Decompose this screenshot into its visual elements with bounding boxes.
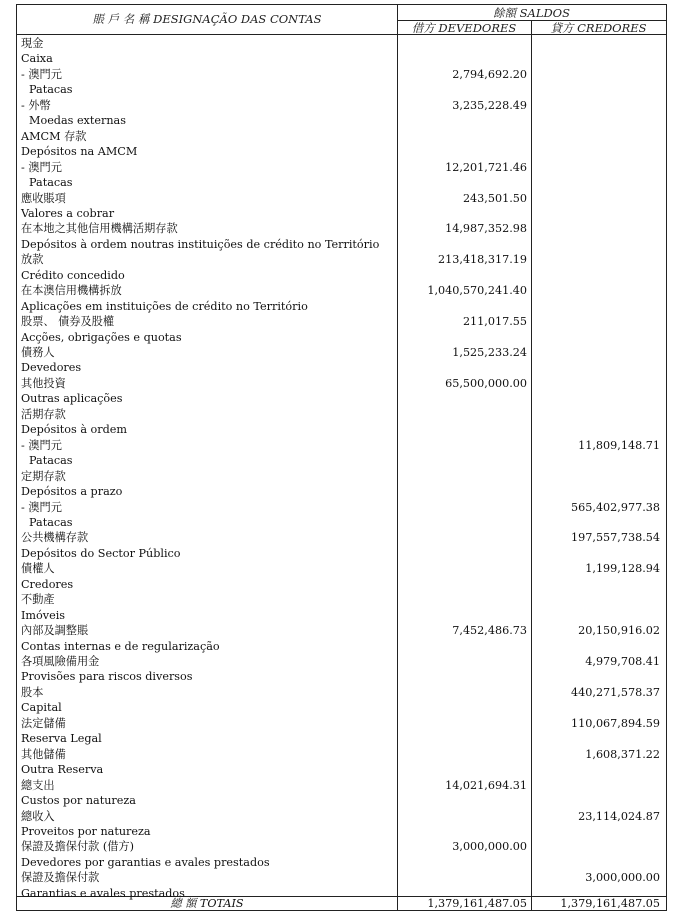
table-row: [17, 530, 666, 545]
table-row: [17, 484, 666, 499]
account-label: 在本澳信用機構拆放: [21, 284, 122, 298]
account-label: 在本地之其他信用機構活期存款: [21, 222, 178, 236]
credit-value: 20,150,916.02: [578, 624, 660, 638]
table-row: [17, 870, 666, 885]
table-row: [17, 175, 666, 190]
table-row: [17, 345, 666, 360]
account-label: - 澳門元: [21, 67, 62, 81]
totals-row: [17, 897, 666, 911]
table-row: [17, 623, 666, 638]
account-label: Caixa: [21, 52, 53, 66]
debit-value: 12,201,721.46: [445, 160, 527, 174]
table-row: [17, 592, 666, 607]
table-row: [17, 422, 666, 437]
account-label: 債權人: [21, 562, 55, 576]
account-label: Garantias e avales prestados: [21, 886, 185, 900]
account-label: Crédito concedido: [21, 268, 125, 282]
account-label: 不動產: [21, 593, 55, 607]
account-label: Acções, obrigações e quotas: [21, 330, 182, 344]
table-row: [17, 700, 666, 715]
totals-credit: 1,379,161,487.05: [560, 897, 660, 910]
account-label: - 外幣: [21, 98, 51, 112]
table-row: [17, 407, 666, 422]
balance-sheet-table: [16, 4, 667, 911]
account-label: Devedores: [21, 361, 82, 375]
table-row: [17, 855, 666, 870]
table-row: [17, 330, 666, 345]
account-label: 內部及調整賬: [21, 624, 89, 638]
credit-value: 1,199,128.94: [585, 562, 660, 576]
account-label: 公共機構存款: [21, 531, 89, 545]
debit-value: 7,452,486.73: [452, 624, 527, 638]
table-row: [17, 144, 666, 159]
account-label: Moedas externas: [29, 114, 126, 128]
debit-value: 3,235,228.49: [452, 98, 527, 112]
account-label: 現金: [21, 37, 44, 50]
table-row: [17, 268, 666, 283]
table-row: [17, 453, 666, 468]
table-row: [17, 762, 666, 777]
table-row: [17, 67, 666, 82]
table-row: [17, 793, 666, 808]
account-label: 活期存款: [21, 407, 66, 421]
table-row: [17, 500, 666, 515]
account-label: Outras aplicações: [21, 392, 123, 406]
account-label: Imóveis: [21, 608, 66, 622]
account-label: Credores: [21, 577, 74, 591]
table-row: [17, 639, 666, 654]
debit-value: 14,021,694.31: [445, 778, 527, 792]
debit-value: 211,017.55: [462, 315, 527, 329]
account-label: Contas internas e de regularização: [21, 639, 220, 653]
table-row: [17, 716, 666, 731]
table-row: [17, 654, 666, 669]
account-label: Provisões para riscos diversos: [21, 670, 193, 684]
table-row: [17, 160, 666, 175]
debit-value: 213,418,317.19: [438, 253, 527, 267]
table-row: [17, 206, 666, 221]
account-label: Reserva Legal: [21, 732, 102, 746]
table-row: [17, 299, 666, 314]
account-label: 債務人: [21, 346, 55, 359]
debit-value: 1,040,570,241.40: [427, 284, 527, 298]
account-label: Depósitos à ordem: [21, 423, 128, 437]
credit-value: 4,979,708.41: [585, 655, 660, 668]
credit-value: 11,809,148.71: [578, 438, 660, 452]
account-label: 各項風險備用金: [21, 655, 100, 668]
account-label: Custos por natureza: [21, 794, 136, 808]
account-label: Depósitos na AMCM: [21, 145, 138, 159]
account-label: 放款: [21, 253, 44, 267]
table-row: [17, 469, 666, 484]
account-label: Proveitos por natureza: [21, 824, 151, 838]
credit-column-header: 貸方 CREDORES: [550, 21, 647, 35]
account-label: Depósitos do Sector Público: [21, 546, 181, 560]
account-label: Depósitos a prazo: [21, 485, 123, 499]
debit-value: 243,501.50: [462, 191, 527, 205]
account-label: Aplicações em instituições de crédito no Território: [21, 299, 308, 313]
debit-value: 2,794,692.20: [452, 67, 527, 81]
table-row: [17, 747, 666, 762]
table-row: [17, 221, 666, 236]
saldos-header: 餘額 SALDOS: [492, 6, 570, 20]
debit-value: 1,525,233.24: [452, 346, 527, 359]
table-row: [17, 191, 666, 206]
table-row: [17, 82, 666, 97]
table-row: [17, 283, 666, 298]
account-label: 總收入: [21, 809, 55, 823]
debit-value: 65,500,000.00: [445, 376, 527, 390]
account-label: 股票、 債券及股權: [21, 315, 115, 329]
account-label: Outra Reserva: [21, 763, 104, 777]
account-label: - 澳門元: [21, 160, 62, 174]
credit-value: 23,114,024.87: [578, 809, 660, 823]
table-row: [17, 438, 666, 453]
totals-debit: 1,379,161,487.05: [427, 897, 527, 910]
account-label: - 澳門元: [21, 438, 62, 452]
account-label: Devedores por garantias e avales prestados: [21, 855, 270, 869]
debit-value: 14,987,352.98: [445, 222, 527, 236]
credit-value: 440,271,578.37: [571, 685, 660, 699]
account-label: Patacas: [29, 515, 73, 529]
debit-value: 3,000,000.00: [452, 840, 527, 854]
account-label: 總支出: [21, 778, 55, 792]
account-label: 法定儲備: [21, 716, 66, 730]
account-label: Patacas: [29, 83, 73, 97]
table-row: [17, 515, 666, 530]
account-label: Depósitos à ordem noutras instituições de crédito no Território: [21, 237, 380, 251]
totals-label: 總 額 TOTAIS: [170, 897, 244, 910]
account-label: 定期存款: [21, 469, 66, 483]
table-row: [17, 252, 666, 267]
credit-value: 3,000,000.00: [585, 871, 660, 885]
account-label: 其他投資: [21, 376, 66, 390]
credit-value: 110,067,894.59: [571, 716, 660, 730]
account-label: 股本: [21, 685, 44, 699]
table-row: [17, 546, 666, 561]
table-row: [17, 561, 666, 576]
credit-value: 1,608,371.22: [585, 747, 660, 761]
table-row: [17, 685, 666, 700]
account-label: - 澳門元: [21, 500, 62, 514]
credit-value: 197,557,738.54: [571, 531, 660, 545]
table-row: [17, 129, 666, 144]
table-row: [17, 360, 666, 375]
table-row: [17, 391, 666, 406]
account-label: Valores a cobrar: [21, 206, 115, 220]
table-row: [17, 809, 666, 824]
account-label: Patacas: [29, 454, 73, 468]
account-name-header: 賬 戶 名 稱 DESIGNAÇÃO DAS CONTAS: [92, 12, 322, 26]
table-row: [17, 51, 666, 66]
account-label: 其他儲備: [21, 747, 66, 761]
table-row: [17, 237, 666, 252]
table-row: [17, 98, 666, 113]
account-label: AMCM 存款: [21, 129, 87, 143]
account-label: Capital: [21, 701, 62, 715]
table-row: [17, 376, 666, 391]
table-row: [17, 314, 666, 329]
table-row: [17, 778, 666, 793]
account-label: 保證及擔保付款 (借方): [21, 840, 134, 854]
table-row: [17, 731, 666, 746]
account-label: 應收賬項: [21, 191, 66, 205]
table-row: [17, 113, 666, 128]
table-row: [17, 577, 666, 592]
account-label: 保證及擔保付款: [21, 871, 100, 885]
table-row: [17, 839, 666, 854]
credit-value: 565,402,977.38: [571, 500, 660, 514]
table-row: [17, 824, 666, 839]
debit-column-header: 借方 DEVEDORES: [411, 21, 517, 35]
table-row: [17, 608, 666, 623]
table-row: [17, 36, 666, 51]
table-row: [17, 669, 666, 684]
account-label: Patacas: [29, 176, 73, 190]
